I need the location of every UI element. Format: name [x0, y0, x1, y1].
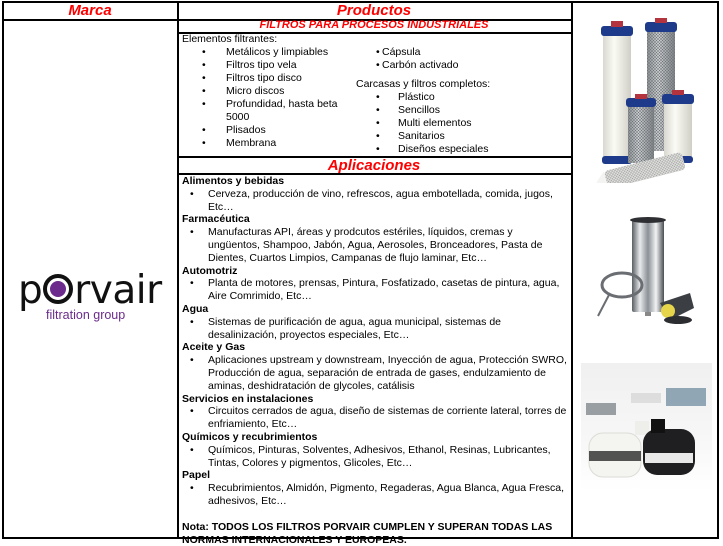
filter-elements-list [182, 33, 372, 150]
category-text: • Planta de motores, prensas, Pintura, Fosfatizado, casetas de pintura, agua, Aire Comrimido, Etc… [182, 277, 567, 303]
element-item: • Carbón activado [356, 59, 566, 72]
housing-bowl [632, 220, 664, 312]
category-name: Alimentos y bebidas [182, 175, 285, 187]
products-column-header: Productos [336, 2, 412, 19]
brand-column-header: Marca [68, 2, 112, 19]
logo-word-rest: rvair [74, 268, 162, 313]
element-item: • Profundidad, hasta beta 5000 [182, 98, 346, 124]
category-text: • Aplicaciones upstream y downstream, Inyección de agua, Protección SWRO, Producción de agua, separación de entrada de gases, endulzamiento de aminas, deshidratación de glycoles, catálisis [182, 354, 567, 392]
category-text: • Cerveza, producción de vino, refrescos, agua embotellada, comida, jugos, Etc… [182, 188, 567, 214]
housing-item: • Sencillos [356, 104, 566, 117]
element-item: • Filtros tipo disco [182, 72, 372, 85]
application-category [182, 341, 567, 392]
compliance-note: Nota: TODOS LOS FILTROS PORVAIR CUMPLEN Y SUPERAN TODAS LAS NORMAS INTERNACIONALES Y EUROPEAS. [182, 520, 553, 546]
housing-item: • Multi elementos [356, 117, 566, 130]
housing-head [660, 293, 694, 324]
element-item: • Membrana [182, 137, 372, 150]
category-name: Químicos y recubrimientos [182, 430, 318, 443]
application-category [182, 213, 567, 264]
category-name: Servicios en instalaciones [182, 392, 314, 405]
category-text: • Sistemas de purificación de agua, agua municipal, sistemas de desalinización, proyectos especiales, Etc… [182, 316, 567, 342]
housings-title: Carcasas y filtros completos: [356, 78, 491, 90]
stainless-housing-photo [590, 208, 705, 333]
element-item: • Plisados [182, 124, 372, 137]
application-category [182, 265, 567, 303]
element-item: • Micro discos [182, 85, 372, 98]
category-text: • Químicos, Pinturas, Solventes, Adhesivos, Ethanol, Resinas, Lubricantes, Tintas, Colores y pigmentos, Glicoles, Etc… [182, 444, 567, 470]
filter-elements-right [356, 46, 566, 156]
category-name: Agua [182, 302, 209, 315]
category-name: Papel [182, 469, 211, 482]
short-mesh-cartridge [626, 94, 656, 163]
element-item: • Metálicos y limpiables [182, 46, 372, 59]
category-text: • Circuitos cerrados de agua, diseño de sistemas de corriente lateral, torres de enfriamiento, Etc… [182, 405, 567, 431]
short-white-cartridge [662, 90, 694, 163]
category-name: Farmacéutica [182, 213, 250, 226]
porvair-logo [18, 268, 163, 322]
elements-title: Elementos filtrantes: [182, 33, 278, 45]
housing-item: • Diseños especiales [356, 143, 566, 156]
category-text: • Recubrimientos, Almidón, Pigmento, Regaderas, Agua Blanca, Agua Fresca, adhesivos, Etc… [182, 482, 567, 508]
logo-wordmark [18, 268, 163, 313]
filter-cartridges-photo [595, 18, 705, 183]
application-category [182, 175, 567, 213]
element-item: • Cápsula [356, 46, 566, 59]
logo-tagline: filtration group [46, 308, 126, 322]
category-name: Automotriz [182, 264, 238, 277]
housing-item: • Plástico [356, 91, 566, 104]
element-item: • Filtros tipo vela [182, 59, 372, 72]
category-name: Aceite y Gas [182, 341, 246, 354]
products-subtitle: FILTROS PARA PROCESOS INDUSTRIALES [259, 19, 489, 31]
column-divider-brand [177, 3, 179, 537]
application-category [182, 469, 567, 507]
column-divider-images [571, 3, 573, 537]
applications-header: Aplicaciones [327, 157, 421, 174]
application-category [182, 431, 567, 469]
capsule-filters-photo [581, 363, 712, 491]
logo-word-p: p [18, 268, 43, 313]
category-text: • Manufacturas API, áreas y prodcutos estériles, líquidos, cremas y ungüentos, Shampoo, Jabón, Agua, Aerosoles, Bronceadores, Pasta de Dientes, Cuartos Limpios, Campanas de flujo laminar, Etc… [182, 226, 567, 264]
applications-list [182, 175, 567, 546]
logo-o-icon [43, 274, 73, 304]
housing-item: • Sanitarios [356, 130, 566, 143]
application-category [182, 393, 567, 431]
application-category [182, 303, 567, 341]
